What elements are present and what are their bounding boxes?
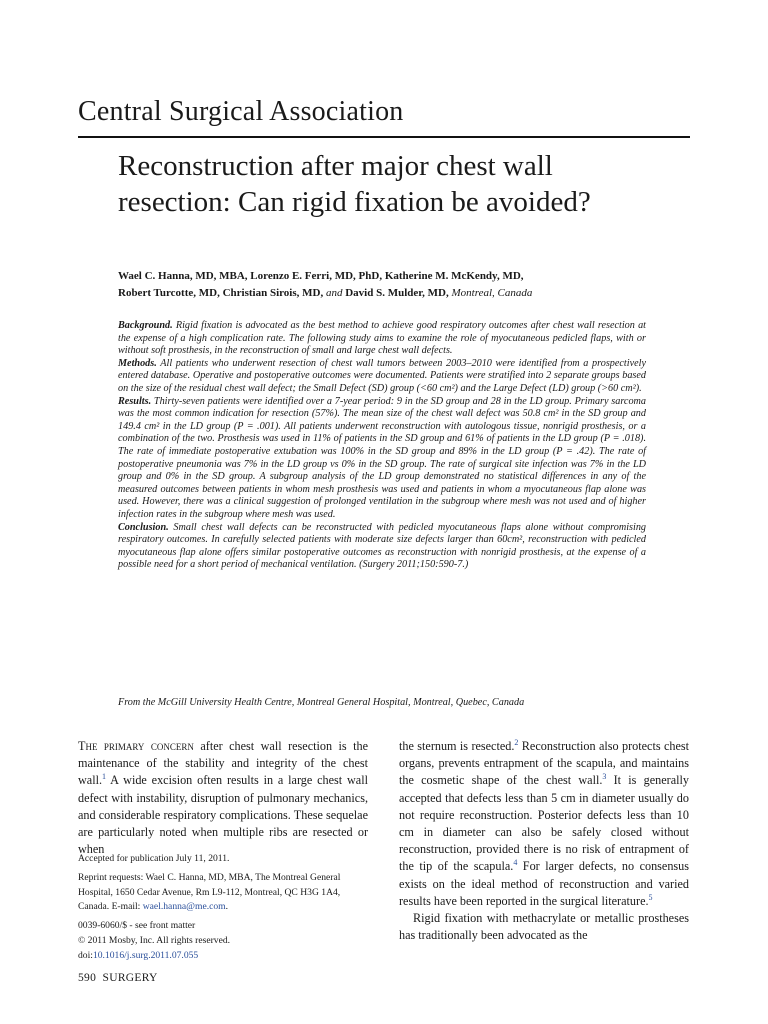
email-link[interactable]: wael.hanna@me.com [142,901,226,913]
body-column-left [78,738,368,858]
abstract-methods [118,358,646,396]
article-title: Reconstruction after major chest wall resection: Can rigid fixation be avoided? [118,150,591,218]
body-text-2a: the sternum is resected. [399,739,515,753]
reference-5-link[interactable]: 5 [648,892,653,902]
author-list [118,268,698,302]
background-text: Rigid fixation is advocated as the best method to achieve good respiratory outcomes after chest wall resection at the expense of a high complication rate. The following study aims to examine the role of myocutaneous pedicled flaps, with or without soft prosthesis, in the reconstruction of small and large chest wall defects. [118,320,646,357]
background-label: Background. [118,320,173,331]
body-paragraph-3: Rigid fixation with methacrylate or metallic prostheses has traditionally been advocated as the [399,911,689,943]
body-paragraph-2 [399,738,689,910]
doi-label: doi: [78,949,93,961]
affiliation: From the McGill University Health Centre, Montreal General Hospital, Montreal, Quebec, Canada [118,697,525,708]
methods-label: Methods. [118,357,157,369]
body-paragraph-1 [78,738,368,858]
accepted-note: Accepted for publication July 11, 2011. [78,853,230,864]
conclusion-text: Small chest wall defects can be reconstructed with pedicled myocutaneous flaps alone without compromising respiratory outcomes. In carefully selected patients with moderate size defects larger than 60cm², reconstruction with pedicled myocutaneous flap alone offers similar postoperative outcomes as reconstruction with nonrigid prosthesis, at the expense of a possible need for a short period of mechanical ventilation. (Surgery 2011;150:590-7.) [118,521,647,571]
reference-1-link[interactable]: 1 [102,772,107,782]
page-number: 590 [78,972,97,984]
author-line-2-names: Robert Turcotte, MD, Christian Sirois, MD, [118,287,324,299]
reference-2-link[interactable]: 2 [514,737,519,747]
body-column-right [399,738,689,944]
issn-note: 0039-6060/$ - see front matter [78,920,196,932]
lead-in-small-caps: The primary concern [78,739,194,753]
section-rule [78,136,690,138]
doi-link[interactable]: 10.1016/j.surg.2011.07.055 [92,949,199,961]
methods-text: All patients who underwent resection of chest wall tumors between 2003–2010 were identified from a prospectively entered database. Operative and postoperative outcomes were documented. Patients were stratified into 2 separate groups based on the size of the residual chest wall defect; the Small Defect (SD) group (<60 cm²) and the Large Defect (LD) group (>60 cm²). [118,357,646,394]
author-line-1: Wael C. Hanna, MD, MBA, Lorenzo E. Ferri, MD, PhD, Katherine M. McKendy, MD, [118,270,524,282]
footnotes [78,852,368,964]
abstract-results [118,396,646,522]
abstract [118,320,646,572]
results-text: Thirty-seven patients were identified over a 7-year period: 9 in the SD group and 28 in the LD group. Primary sarcoma was the most common indication for resection (57%). The mean size of the chest wall defect was 50.8 cm² in the SD group and 149.4 cm² in the LD group (P = .001). All patients underwent reconstruction with autologous tissue, nonrigid prosthesis, or a combination of the two. Prosthesis was used in 11% of patients in the SD group and 61% of patients in the LD group (P = .018). The rate of immediate postoperative extubation was 100% in the SD group and 89% in the LD group (P = .42). The rate of postoperative pneumonia was 7% in the LD group vs 0% in the SD group. The rate of surgical site infection was 7% in the LD group and 0% in the SD group. A subgroup analysis of the LD group demonstrated no statistical differences in any of the measured outcomes between patients in whom mesh prosthesis was used and patients in whom a myocutaneous flap alone was used. However, there was a clinical suggestion of prolonged ventilation in the subgroup where mesh was not used and of higher infection rates in the subgroup where mesh was used. [118,395,647,520]
body-text-2b: Reconstruction also protects chest organs, prevents entrapment of the scapula, and maintains the cosmetic shape of the chest wall. [399,739,690,788]
body-text-1a: after chest wall resection is the maintenance of the stability and integrity of the chest wall. [78,739,368,788]
reference-3-link[interactable]: 3 [602,772,607,782]
conclusion-label: Conclusion. [118,521,169,533]
journal-section-title: Central Surgical Association [78,96,404,127]
reference-4-link[interactable]: 4 [513,858,518,868]
page-journal-name: SURGERY [102,972,158,984]
body-text-2c: It is generally accepted that defects less than 5 cm in diameter usually do not require reconstruction. Posterior defects less than 10 cm in diameter can also be safely closed without reconstruction, provided there is no risk of entrapment of the tip of the scapula. [399,773,689,874]
abstract-conclusion [118,522,646,572]
copyright-note: © 2011 Mosby, Inc. All rights reserved. [78,934,231,946]
page-footer [78,972,158,984]
abstract-background [118,320,646,358]
author-line-2 [118,285,698,302]
author-location: Montreal, Canada [451,287,533,299]
author-and: and [325,287,343,299]
reprint-note: Reprint requests: Wael C. Hanna, MD, MBA, The Montreal General Hospital, 1650 Cedar Avenue, Rm L9-112, Montreal, QC H3G 1A4, Canada. E-mail: wael.hanna@me.com. [78,871,341,913]
body-text-1b: A wide excision often results in a large chest wall defect with instability, disruption of pulmonary mechanics, and considerable respiratory complications. These sequelae are particularly noted when multiple ribs are resected or when [78,773,368,857]
doi-note [78,949,368,964]
results-label: Results. [118,395,152,407]
reprint-text: Reprint requests: Wael C. Hanna, MD, MBA, The Montreal General Hospital, 1650 Cedar Avenue, Rm L9-112, Montreal, QC H3G 1A4, Canada. E-mail: [78,871,341,913]
body-text-2d: For larger defects, no consensus exists on the ideal method of reconstruction and varied results have been reported in the surgical literature. [399,859,690,908]
author-last: David S. Mulder, MD, [345,287,449,299]
